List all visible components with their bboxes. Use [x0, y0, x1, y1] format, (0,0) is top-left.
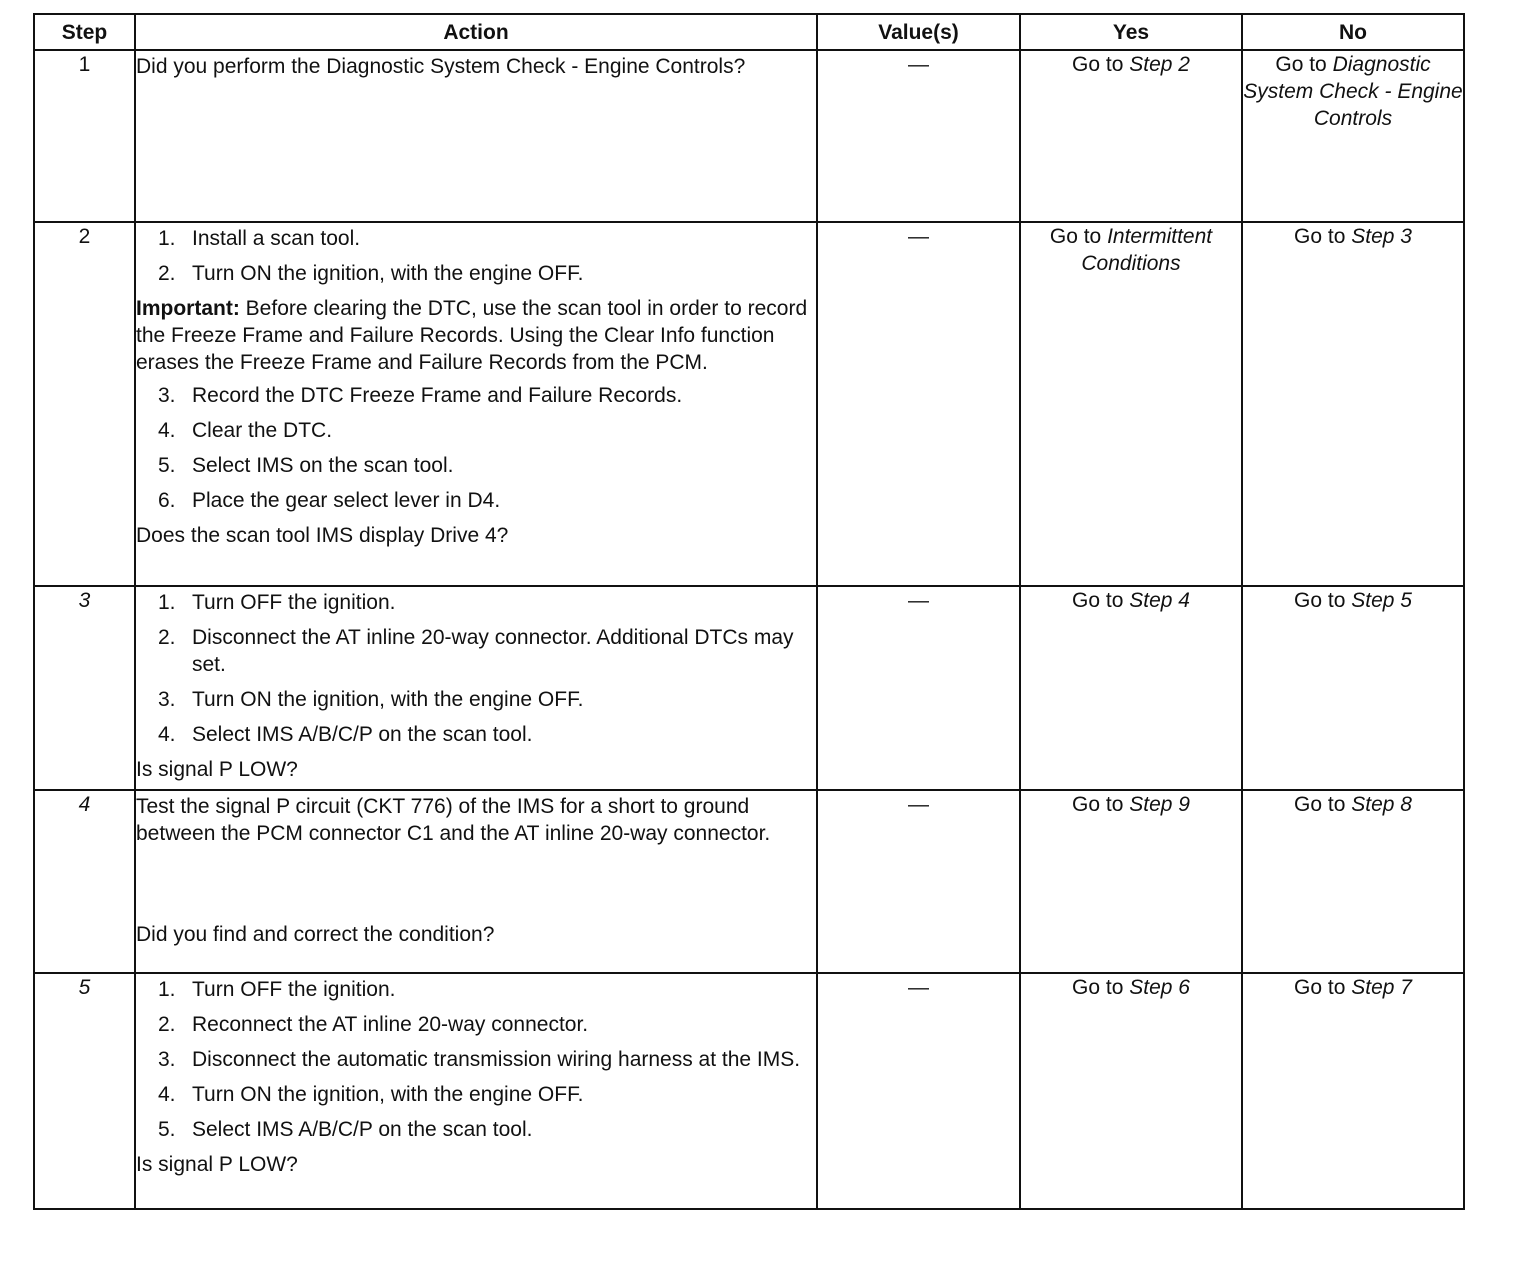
list-text: Turn OFF the ignition.	[192, 978, 396, 1001]
list-text: Reconnect the AT inline 20-way connector.	[192, 1013, 589, 1036]
value-cell: —	[817, 586, 1020, 790]
step-number: 1	[34, 50, 135, 222]
list-item	[136, 589, 816, 616]
action-cell	[135, 790, 817, 973]
list-text: Record the DTC Freeze Frame and Failure Records.	[192, 384, 683, 407]
list-number: 1.	[158, 978, 176, 1001]
list-item	[136, 686, 816, 713]
step-number: 2	[34, 222, 135, 586]
question-text: Is signal P LOW?	[136, 1153, 298, 1176]
value-cell: —	[817, 222, 1020, 586]
no-prefix: Go to	[1294, 589, 1346, 612]
yes-prefix: Go to	[1072, 53, 1124, 76]
list-item	[136, 1046, 816, 1073]
list-item	[136, 976, 816, 1003]
list-number: 5.	[158, 1118, 176, 1141]
list-item	[136, 260, 816, 287]
list-item	[136, 417, 816, 444]
yes-link[interactable]: Intermittent Conditions	[1081, 225, 1213, 275]
diagnostic-table	[33, 13, 1465, 1210]
list-text: Place the gear select lever in D4.	[192, 489, 501, 512]
no-link[interactable]: Step 5	[1351, 589, 1412, 612]
no-cell	[1242, 586, 1464, 790]
important-note	[136, 295, 816, 376]
spacer	[136, 853, 816, 919]
list-item	[136, 487, 816, 514]
yes-cell	[1020, 50, 1242, 222]
no-link[interactable]: Step 8	[1351, 793, 1412, 816]
list-number: 6.	[158, 489, 176, 512]
list-number: 3.	[158, 688, 176, 711]
action-text: Test the signal P circuit (CKT 776) of the IMS for a short to ground between the PCM connector C1 and the AT inline 20-way connector.	[136, 795, 771, 845]
no-link[interactable]: Step 7	[1351, 976, 1412, 999]
no-cell	[1242, 790, 1464, 973]
header-action: Action	[135, 14, 817, 50]
no-cell	[1242, 222, 1464, 586]
yes-prefix: Go to	[1072, 976, 1124, 999]
action-cell	[135, 222, 817, 586]
header-yes: Yes	[1020, 14, 1242, 50]
list-item	[136, 721, 816, 748]
list-number: 2.	[158, 262, 176, 285]
important-text: Before clearing the DTC, use the scan tool in order to record the Freeze Frame and Failure Records. Using the Clear Info function erases the Freeze Frame and Failure Records from the PCM.	[136, 297, 808, 374]
header-values: Value(s)	[817, 14, 1020, 50]
list-text: Select IMS A/B/C/P on the scan tool.	[192, 1118, 533, 1141]
list-item	[136, 452, 816, 479]
list-number: 4.	[158, 419, 176, 442]
no-prefix: Go to	[1294, 793, 1346, 816]
list-text: Select IMS A/B/C/P on the scan tool.	[192, 723, 533, 746]
list-number: 2.	[158, 1013, 176, 1036]
list-text: Install a scan tool.	[192, 227, 361, 250]
instruction-list	[136, 589, 816, 748]
no-cell	[1242, 973, 1464, 1209]
list-number: 1.	[158, 227, 176, 250]
instruction-list	[136, 976, 816, 1143]
header-no: No	[1242, 14, 1464, 50]
instruction-list	[136, 382, 816, 514]
list-item	[136, 1081, 816, 1108]
question-text: Is signal P LOW?	[136, 758, 298, 781]
list-number: 3.	[158, 1048, 176, 1071]
yes-link[interactable]: Step 6	[1129, 976, 1190, 999]
question-text: Does the scan tool IMS display Drive 4?	[136, 524, 509, 547]
action-cell	[135, 50, 817, 222]
table-row	[34, 790, 1464, 973]
yes-prefix: Go to	[1072, 793, 1124, 816]
list-item	[136, 1116, 816, 1143]
action-text: Did you perform the Diagnostic System Check - Engine Controls?	[136, 55, 746, 78]
yes-link[interactable]: Step 9	[1129, 793, 1190, 816]
step-number: 5	[34, 973, 135, 1209]
list-item	[136, 382, 816, 409]
list-text: Disconnect the AT inline 20-way connector. Additional DTCs may set.	[192, 626, 794, 676]
no-prefix: Go to	[1294, 976, 1346, 999]
step-number: 3	[34, 586, 135, 790]
list-number: 4.	[158, 723, 176, 746]
list-item	[136, 624, 816, 678]
list-text: Turn ON the ignition, with the engine OFF.	[192, 262, 584, 285]
list-number: 1.	[158, 591, 176, 614]
no-cell	[1242, 50, 1464, 222]
value-cell: —	[817, 973, 1020, 1209]
list-text: Clear the DTC.	[192, 419, 333, 442]
list-number: 4.	[158, 1083, 176, 1106]
list-number: 3.	[158, 384, 176, 407]
yes-link[interactable]: Step 2	[1129, 53, 1190, 76]
list-text: Turn ON the ignition, with the engine OFF.	[192, 1083, 584, 1106]
step-number: 4	[34, 790, 135, 973]
no-prefix: Go to	[1294, 225, 1346, 248]
yes-prefix: Go to	[1072, 589, 1124, 612]
table-row	[34, 586, 1464, 790]
table-row	[34, 222, 1464, 586]
list-text: Select IMS on the scan tool.	[192, 454, 454, 477]
list-number: 2.	[158, 626, 176, 649]
instruction-list	[136, 225, 816, 287]
header-row	[34, 14, 1464, 50]
question-text: Did you find and correct the condition?	[136, 923, 495, 946]
table-row	[34, 973, 1464, 1209]
no-prefix: Go to	[1275, 53, 1327, 76]
important-label: Important:	[136, 297, 240, 320]
yes-cell	[1020, 586, 1242, 790]
list-item	[136, 225, 816, 252]
table-row	[34, 50, 1464, 222]
list-text: Turn OFF the ignition.	[192, 591, 396, 614]
yes-cell	[1020, 222, 1242, 586]
header-step: Step	[34, 14, 135, 50]
yes-prefix: Go to	[1049, 225, 1102, 248]
value-cell: —	[817, 790, 1020, 973]
list-item	[136, 1011, 816, 1038]
yes-link[interactable]: Step 4	[1129, 589, 1190, 612]
list-text: Turn ON the ignition, with the engine OFF.	[192, 688, 584, 711]
yes-cell	[1020, 973, 1242, 1209]
action-cell	[135, 586, 817, 790]
yes-cell	[1020, 790, 1242, 973]
no-link[interactable]: Diagnostic System Check - Engine Controls	[1243, 53, 1463, 130]
list-number: 5.	[158, 454, 176, 477]
value-cell: —	[817, 50, 1020, 222]
no-link[interactable]: Step 3	[1351, 225, 1412, 248]
list-text: Disconnect the automatic transmission wiring harness at the IMS.	[192, 1048, 801, 1071]
action-cell	[135, 973, 817, 1209]
